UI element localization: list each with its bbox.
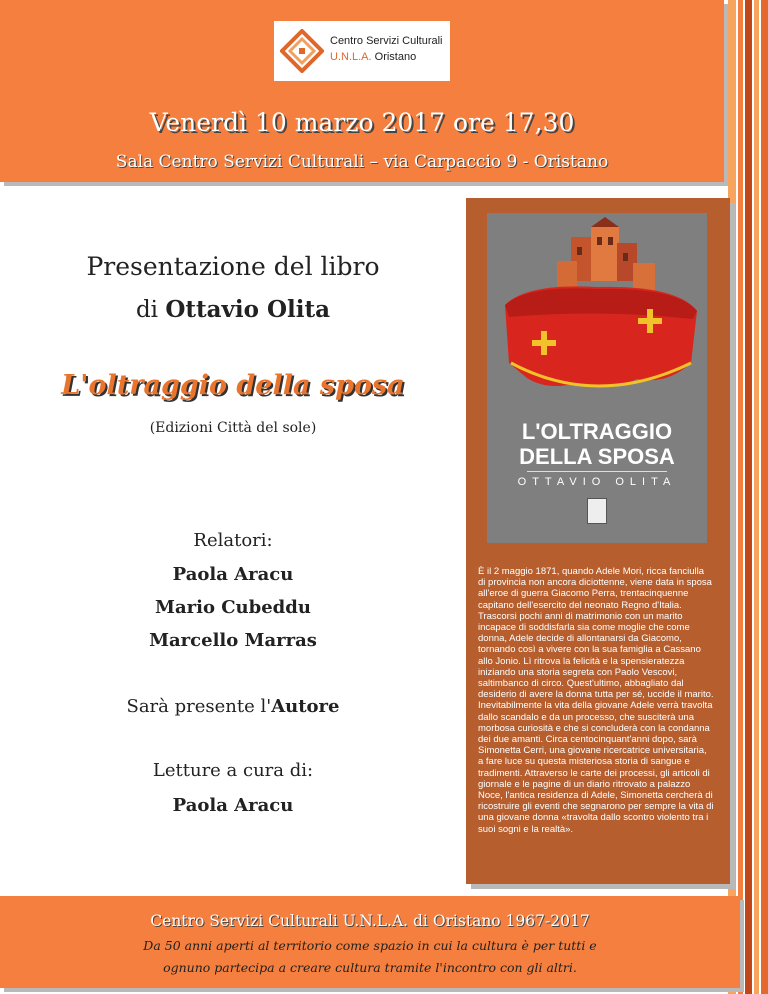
author-prefix: di (135, 297, 166, 323)
reader-name: Paola Aracu (172, 795, 294, 816)
logo-text-line2 (330, 51, 416, 63)
event-date: Venerdì 10 marzo 2017 ore 17,30 (149, 108, 575, 137)
readings-label: Letture a cura di: (152, 760, 314, 781)
logo-unla: U.N.L.A. (330, 51, 372, 63)
logo-city: Oristano (371, 51, 417, 63)
decorative-stripe (738, 0, 743, 994)
speaker-name: Paola Aracu (172, 564, 294, 585)
footer-anniversary: Centro Servizi Culturali U.N.L.A. di Oristano 1967-2017 (150, 912, 590, 930)
book-title: L'oltraggio della sposa (61, 370, 405, 401)
decorative-stripe (745, 0, 752, 994)
cover-author: OTTAVIO OLITA (517, 476, 677, 488)
book-synopsis: È il 2 maggio 1871, quando Adele Mori, ricca fanciulla di provincia non ancora diciottenne, viene data in sposa all'eroe di guerra Giacomo Perra, trentacinquenne capitano dell'esercito del neonato Regno d'Italia. Trascorsi pochi anni di matrimonio con un marito incapace di soddisfarla sia come moglie che come donna, Adele decide di allontanarsi da Giacomo, tornando così a vivere con la sua famiglia a Cassano allo Jonio. Lì ritrova la felicità e la spensieratezza iniziando una storia segreta con Paolo Vescovi, saltimbanco di circo. Quest'ultimo, abbagliato dal desiderio di avere la donna tutta per sé, uccide il marito. Inevitabilmente la vita della giovane Adele verrà travolta dallo scandalo e da un processo, che susciterà una morbosa curiosità e che si concluderà con la condanna dei due amanti. Circa centocinquant'anni dopo, sarà Simonetta Cerri, una giovane ricercatrice universitaria, a fare luce su questa misteriosa storia di sangue e tradimenti. Attraverso le carte dei processi, gli articoli di giornale e le pagine di un diario ritrovato a palazzo Noce, l'antica residenza di Adele, Simonetta cercherà di ricostruire gli eventi che segnarono per sempre la vita di una giovane donna «travolta dallo scontro violento tra i suoi sogni e la realtà». (478, 566, 714, 835)
event-location: Sala Centro Servizi Culturali – via Carpaccio 9 - Oristano (115, 152, 609, 172)
speaker-name: Mario Cubeddu (155, 597, 311, 618)
author-name: Ottavio Olita (165, 296, 331, 323)
cover-divider (527, 471, 667, 472)
logo-emblem-icon (280, 29, 324, 73)
cover-illustration (487, 213, 707, 413)
presence-prefix: Sarà presente l' (126, 696, 272, 717)
publisher: (Edizioni Città del sole) (149, 420, 317, 436)
cover-title-line1: L'OLTRAGGIO (521, 419, 673, 444)
speakers-label: Relatori: (193, 530, 273, 551)
decorative-stripe (754, 0, 759, 994)
presentation-heading: Presentazione del libro (86, 252, 380, 281)
organization-logo (274, 21, 450, 81)
footer-motto-line1: Da 50 anni aperti al territorio come spazio in cui la cultura è per tutti e (143, 938, 597, 953)
cover-title (487, 419, 707, 469)
decorative-stripe (761, 0, 768, 994)
book-cover-image (487, 213, 707, 543)
author-presence-note (18, 696, 448, 717)
book-author-line (18, 296, 448, 323)
presence-author: Autore (271, 696, 340, 717)
speaker-name: Marcello Marras (149, 630, 317, 651)
footer-motto-line2: ognuno partecipa a creare cultura tramite l'incontro con gli altri. (163, 960, 577, 975)
publisher-logo-icon (587, 498, 607, 524)
footer-banner (0, 896, 740, 988)
cover-title-line2: DELLA SPOSA (519, 444, 675, 469)
header-banner (0, 0, 724, 182)
logo-text-line1: Centro Servizi Culturali (330, 35, 443, 47)
